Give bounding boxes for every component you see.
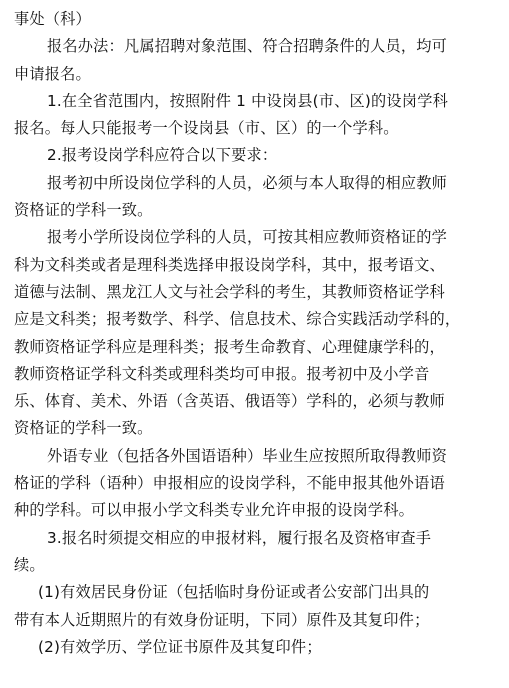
document-body xyxy=(14,6,506,688)
text-line: 种的学科。可以申报小学文科类专业允许申报的设岗学科。 xyxy=(14,501,415,520)
text-line: 乐、体育、美术、外语（含英语、俄语等）学科的，必须与教师 xyxy=(14,392,445,411)
text-line: 格证的学科（语种）申报相应的设岗学科，不能申报其他外语语 xyxy=(14,474,445,493)
text-line: 续。 xyxy=(14,555,45,574)
text-line: 资格证的学科一致。 xyxy=(14,419,153,438)
text-line: 教师资格证学科应是理科类；报考生命教育、心理健康学科的， xyxy=(14,337,445,356)
text-line: 报考初中所设岗位学科的人员，必须与本人取得的相应教师 xyxy=(47,173,448,192)
text-line: (2)有效学历、学位证书原件及其复印件； xyxy=(38,637,322,656)
text-line: (1)有效居民身份证（包括临时身份证或者公安部门出具的 xyxy=(38,583,430,602)
text-line: 资格证的学科一致。 xyxy=(14,201,153,220)
text-line: 报考小学所设岗位学科的人员，可按其相应教师资格证的学 xyxy=(47,228,448,247)
text-line xyxy=(14,661,506,688)
text-line: 道德与法制、黑龙江人文与社会学科的考生，其教师资格证学科 xyxy=(14,282,445,301)
text-line: 报名。每人只能报考一个设岗县（市、区）的一个学科。 xyxy=(14,119,399,138)
text-line: 3.报名时须提交相应的申报材料，履行报名及资格审查手 xyxy=(47,528,432,547)
text-line: 科为文科类或者是理科类选择申报设岗学科，其中，报考语文、 xyxy=(14,255,445,274)
text-line: 申请报名。 xyxy=(14,64,91,83)
text-line: 带有本人近期照片的有效身份证明，下同）原件及其复印件； xyxy=(14,610,430,629)
text-line: 事处（科） xyxy=(14,10,91,28)
text-line: 教师资格证学科文科类或理科类均可申报。报考初中及小学音 xyxy=(14,364,430,383)
text-line: 2.报考设岗学科应符合以下要求： xyxy=(47,146,278,165)
text-line: 1.在全省范围内，按照附件 1 中设岗县(市、区)的设岗学科 xyxy=(47,91,448,110)
text-line: 外语专业（包括各外国语语种）毕业生应按照所取得教师资 xyxy=(47,446,448,465)
text-line: 报名办法：凡属招聘对象范围、符合招聘条件的人员，均可 xyxy=(47,37,448,56)
text-line: 应是文科类；报考数学、科学、信息技术、综合实践活动学科的， xyxy=(14,310,461,329)
